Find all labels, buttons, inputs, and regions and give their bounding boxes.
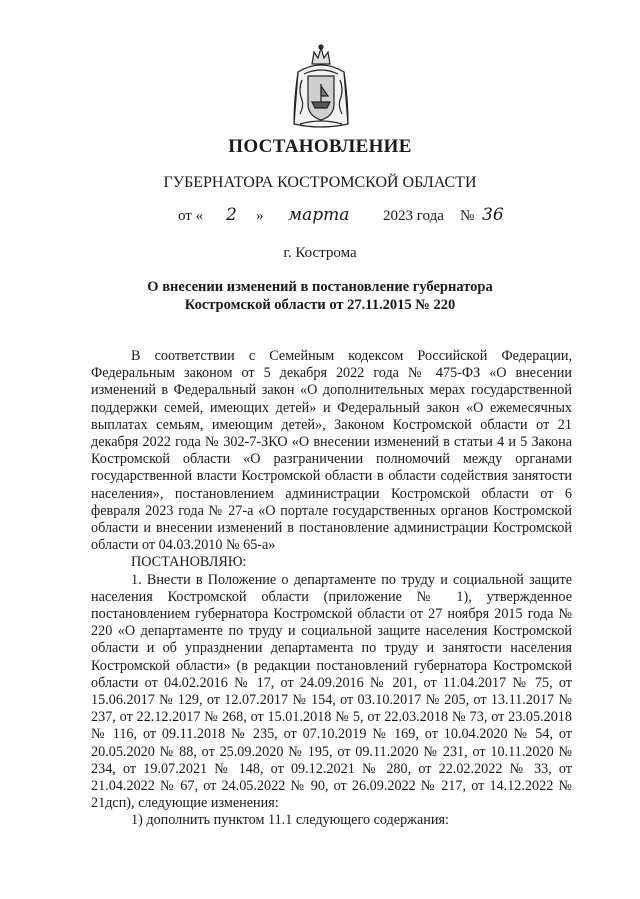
heading-line-2: Костромской области от 27.11.2015 № 220 xyxy=(184,297,456,313)
date-prefix: от « xyxy=(178,208,204,224)
document-title: ПОСТАНОВЛЕНИЕ xyxy=(228,136,412,157)
clause-1-paragraph: 1. Внести в Положение о департаменте по труду и социальной защите населения Костромской области (приложение № 1), утвержденное постановлением губернатора Костромской области от 27 ноября 2015 года № 220 «О департаменте по труду и социальной защите населения Костромской области и об упразднении департамента по труду и занятости населения Костромской области» (в редакции постановлений губернатора Костромской области от 04.02.2016 № 17, от 24.09.2016 № 201, от 11.04.2017 № 75, от 15.06.2017 № 129, от 12.07.2017 № 154, от 03.10.2017 № 205, от 13.11.2017 № 237, от 22.12.2017 № 268, от 15.01.2018 № 5, от 22.03.2018 № 73, от 23.05.2018 № 116, от 09.11.2018 № 235, от 07.10.2019 № 169, от 10.04.2020 № 54, от 20.05.2020 № 88, от 25.09.2020 № 195, от 09.11.2020 № 231, от 10.11.2020 № 234, от 19.07.2021 № 148, от 09.12.2021 № 280, от 22.02.2022 № 33, от 21.04.2022 № 67, от 24.05.2022 № 90, от 26.09.2022 № 217, от 14.12.2022 № 21дсп), следующие изменения: xyxy=(91,571,572,812)
subclause-1-paragraph: 1) дополнить пунктом 11.1 следующего содержания: xyxy=(131,812,449,829)
kostroma-coat-of-arms-icon xyxy=(290,44,352,130)
date-day-handwritten: 2 xyxy=(226,205,237,225)
document-number-handwritten: 36 xyxy=(482,205,504,225)
date-year: 2023 года xyxy=(383,208,444,224)
decree-word: ПОСТАНОВЛЯЮ: xyxy=(131,554,247,571)
issuer-subtitle: ГУБЕРНАТОРА КОСТРОМСКОЙ ОБЛАСТИ xyxy=(163,174,477,191)
number-label: № xyxy=(460,208,475,224)
document-body xyxy=(91,348,572,830)
document-heading xyxy=(0,278,640,314)
preamble-paragraph: В соответствии с Семейным кодексом Российской Федерации, Федеральным законом от 5 декабря 2022 года № 475-ФЗ «О внесении изменений в Федеральный закон «О дополнительных мерах государственной поддержки семей, имеющих детей» и Федеральный закон «О ежемесячных выплатах семьям, имеющим детей», Законом Костромской области от 21 декабря 2022 года № 302-7-ЗКО «О внесении изменений в статьи 4 и 5 Закона Костромской области «О разграничении полномочий между органами государственной власти Костромской области в области содействия занятости населения», постановлением администрации Костромской области от 6 февраля 2023 года № 27-а «О портале государственных органов Костромской области и внесении изменений в постановление администрации Костромской области от 04.03.2010 № 65-а» xyxy=(91,348,572,554)
date-sep: » xyxy=(256,208,264,224)
date-month-handwritten: марта xyxy=(288,205,350,225)
heading-line-1: О внесении изменений в постановление губернатора xyxy=(147,279,493,295)
city: г. Кострома xyxy=(283,245,357,261)
